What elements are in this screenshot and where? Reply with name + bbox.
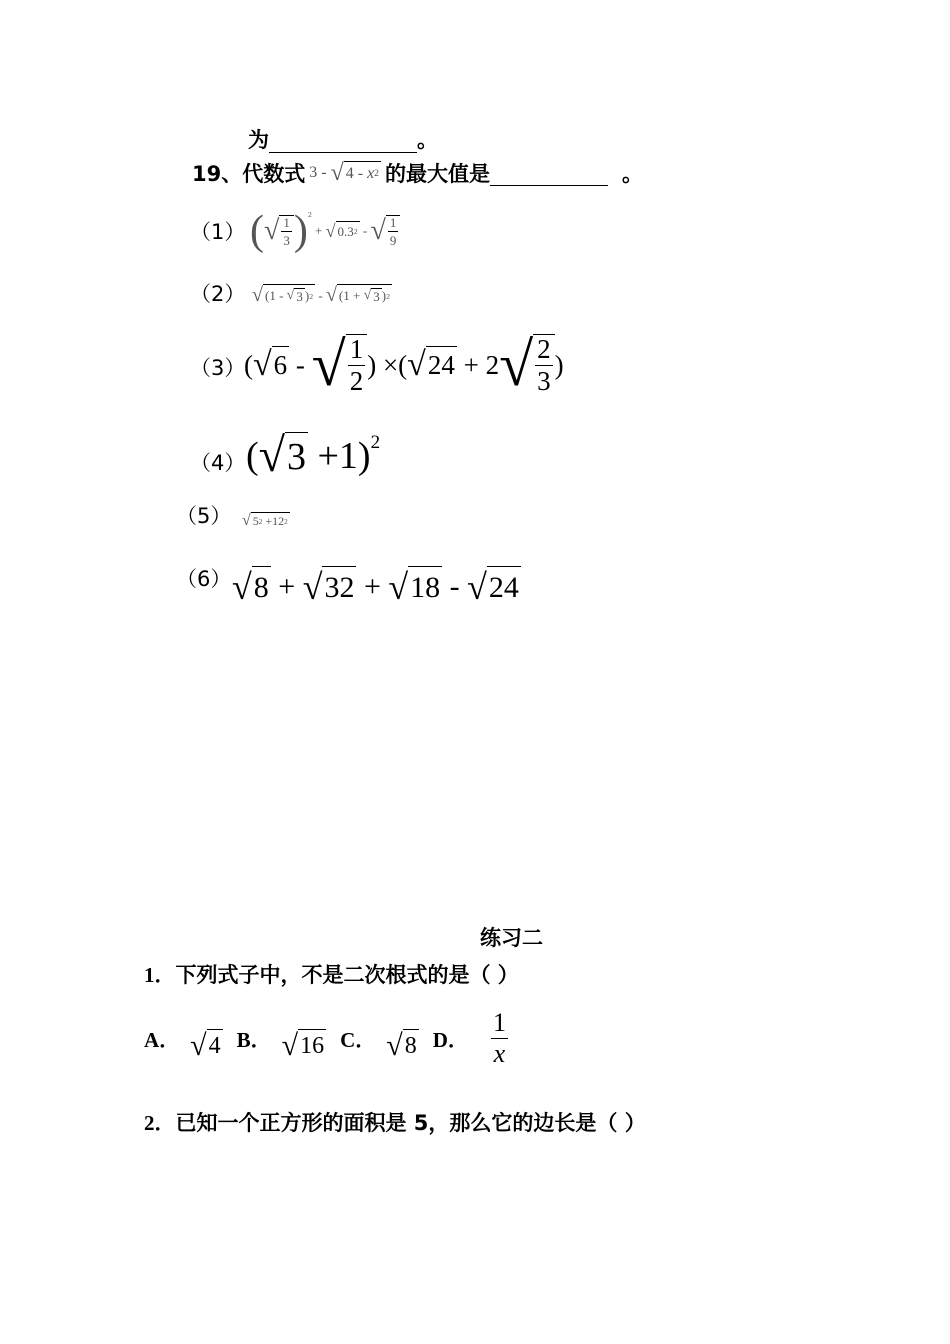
- option-b-letter[interactable]: B．: [236, 1027, 272, 1052]
- question-1: [144, 959, 519, 989]
- problem-6-label: （6）: [176, 567, 232, 591]
- option-a-expression: √ 4: [190, 1028, 221, 1062]
- answer-blank[interactable]: [490, 161, 608, 186]
- option-c-letter[interactable]: C．: [340, 1027, 377, 1052]
- q19-suffix: 。: [621, 162, 643, 186]
- q19-label: 19、代数式: [192, 162, 306, 186]
- q2-number: 2．: [144, 1111, 176, 1135]
- problem-6-expression: √ 8 + √ 32 + √ 18 - √ 24: [232, 567, 519, 607]
- q19-expression: 3 - √ 4 - x 2: [309, 160, 379, 186]
- line-18-suffix: 。: [417, 128, 438, 152]
- line-18-prefix: 为: [248, 128, 269, 152]
- answer-blank[interactable]: [269, 128, 417, 153]
- q1-text: 下列式子中，不是二次根式的是（ ）: [175, 963, 519, 987]
- problem-4-expression: ( √ 3 +1) $^2$: [246, 429, 381, 482]
- q19-middle: 的最大值是: [384, 162, 490, 186]
- problem-3-expression: ( √ 6 - √ $\frac{1}{2}$ ) ×( √ 24 + 2 √ $\frac{2}{3}$ ): [244, 331, 564, 399]
- section-title: 练习二: [480, 926, 543, 950]
- problem-1-expression: ( √ $\frac{1}{3}$ ) $^2$ + √ 0.3 2 - √ $\frac{1}{9}$: [250, 210, 400, 252]
- problem-3-label: （3）: [190, 356, 246, 380]
- problem-5-label: （5）: [176, 504, 232, 528]
- question-19: [192, 158, 643, 188]
- problem-5-expression: √ 5 2 +12 2: [242, 512, 288, 529]
- line-18-end: [248, 124, 438, 154]
- problem-2-label: （2）: [190, 282, 246, 306]
- q1-number: 1．: [144, 963, 176, 987]
- q1-options: [144, 1010, 508, 1067]
- option-d-letter[interactable]: D．: [432, 1027, 469, 1052]
- problem-1-label: （1）: [190, 220, 246, 244]
- option-a-letter[interactable]: A．: [144, 1027, 181, 1052]
- option-b-expression: √ 16: [281, 1028, 325, 1062]
- question-2: [144, 1107, 646, 1137]
- q2-text: 已知一个正方形的面积是 5，那么它的边长是（ ）: [175, 1111, 646, 1135]
- problem-2-expression: √ (1 - √ 3 ) 2 - √ (1 + √ 3 ) 2: [252, 284, 391, 306]
- problem-4-label: （4）: [190, 451, 246, 475]
- option-c-expression: √ 8: [386, 1028, 417, 1062]
- option-d-expression: $\frac{1}{x}$: [492, 1008, 506, 1068]
